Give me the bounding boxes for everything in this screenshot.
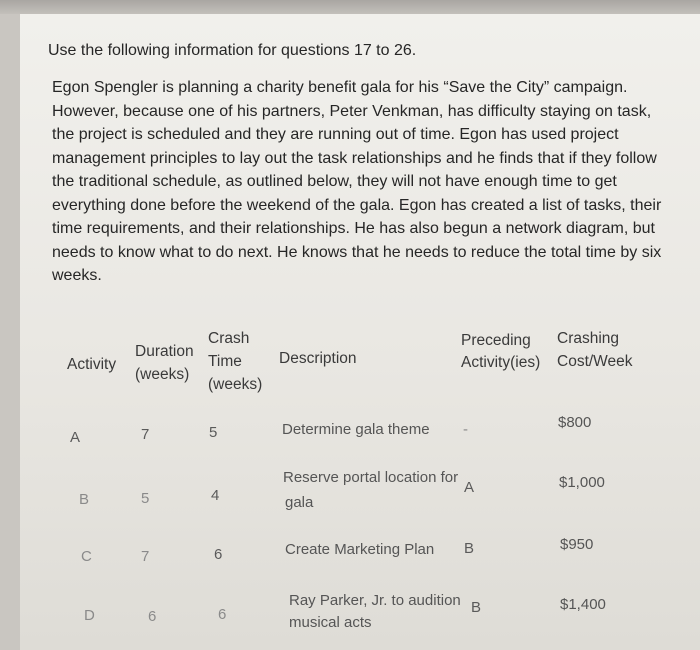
header-crashing-line1: Crashing bbox=[557, 330, 620, 347]
cell-crashing-cost: $1,000 bbox=[559, 474, 605, 491]
header-preceding-line2: Activity(ies) bbox=[461, 354, 541, 371]
cell-duration: 5 bbox=[141, 490, 150, 507]
cell-crash-time: 5 bbox=[209, 424, 218, 441]
intro-text: Use the following information for questions 17 to 26. bbox=[48, 42, 417, 59]
cell-description: Reserve portal location for bbox=[283, 469, 459, 486]
scenario-paragraph: Egon Spengler is planning a charity benefit gala for his “Save the City” campaign. However, because one of his partners, Peter Venkman, has difficulty staying on task, the project is scheduled and they are running out of time. Egon has used project management principles to lay out the task relationships and he finds that if they follow the traditional schedule, as outlined below, they will not have enough time to get everything done before the weekend of the gala. Egon has created a list of tasks, their time requirements, and their relationships. He has also begun a network diagram, but needs to know what to do next. He knows that he needs to reduce the total time by six weeks. bbox=[52, 79, 662, 284]
header-duration-line2: (weeks) bbox=[135, 366, 190, 383]
cell-description: Determine gala theme bbox=[282, 421, 430, 438]
cell-preceding: B bbox=[464, 540, 475, 557]
top-edge-strip bbox=[0, 0, 700, 14]
header-preceding-line1: Preceding bbox=[461, 332, 531, 349]
cell-description-line2: musical acts bbox=[289, 614, 372, 631]
cell-preceding: - bbox=[463, 421, 468, 438]
cell-crashing-cost: $1,400 bbox=[560, 596, 606, 613]
cell-crash-time: 4 bbox=[211, 487, 220, 504]
header-crash-line1: Crash bbox=[208, 330, 250, 347]
cell-activity: B bbox=[79, 491, 90, 508]
cell-duration: 7 bbox=[141, 426, 150, 443]
cell-crashing-cost: $800 bbox=[558, 414, 592, 431]
cell-activity: D bbox=[84, 607, 95, 624]
cell-crash-time: 6 bbox=[214, 546, 223, 563]
header-duration-line1: Duration bbox=[135, 343, 194, 360]
cell-preceding: A bbox=[464, 479, 475, 496]
cell-description: Ray Parker, Jr. to audition bbox=[289, 592, 461, 609]
cell-crash-time: 6 bbox=[218, 606, 227, 623]
cell-description-line2: gala bbox=[285, 494, 314, 511]
header-crash-line2: Time bbox=[208, 353, 242, 370]
cell-duration: 7 bbox=[141, 548, 150, 565]
cell-preceding: B bbox=[471, 599, 482, 616]
header-activity: Activity bbox=[67, 356, 117, 373]
cell-crashing-cost: $950 bbox=[560, 536, 594, 553]
header-description: Description bbox=[279, 350, 357, 367]
header-crash-line3: (weeks) bbox=[208, 376, 263, 393]
cell-description: Create Marketing Plan bbox=[285, 541, 435, 558]
cell-activity: A bbox=[70, 429, 81, 446]
header-crashing-line2: Cost/Week bbox=[557, 353, 633, 370]
cell-duration: 6 bbox=[148, 608, 157, 625]
cell-activity: C bbox=[81, 548, 92, 565]
